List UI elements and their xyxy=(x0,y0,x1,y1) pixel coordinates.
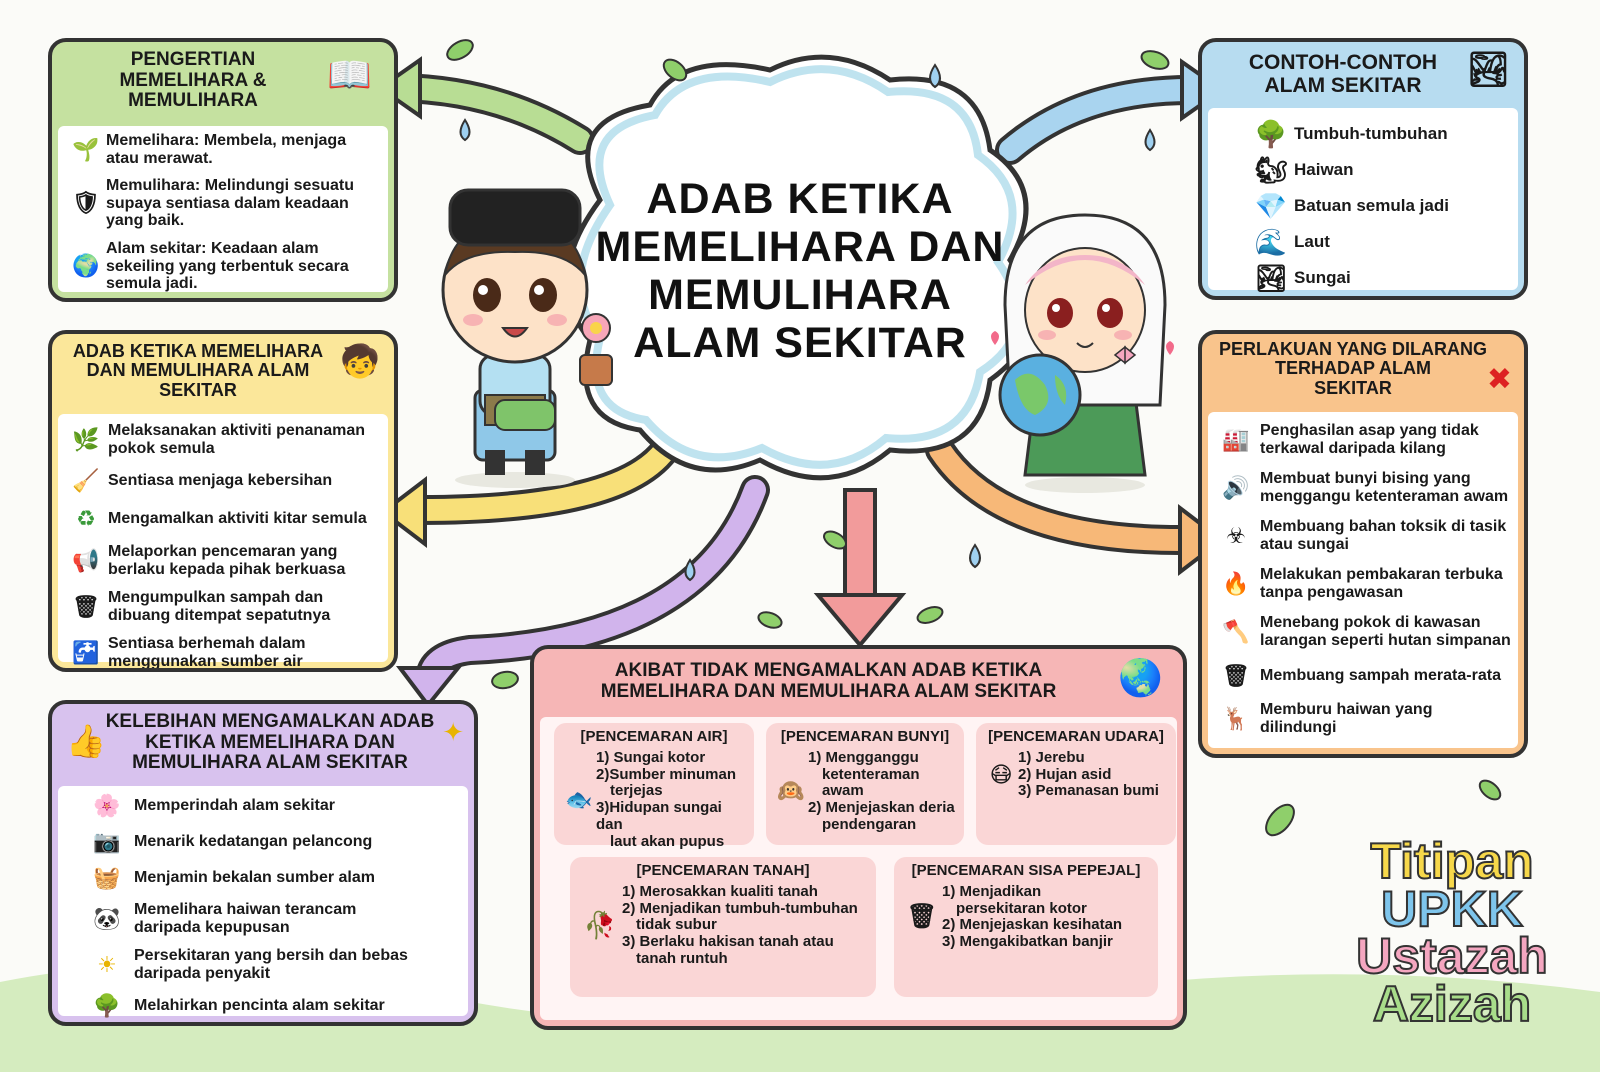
tree-icon: 🌳 xyxy=(1254,118,1288,149)
contoh-title: CONTOH-CONTOH ALAM SEKITAR 🏞 xyxy=(1248,51,1510,97)
akibat-box xyxy=(530,645,1187,1030)
pencemaran-bunyi: [PENCEMARAN BUNYI] 🙉 1) Mengganggu ketenteraman awam 2) Menjejaskan deria pendengaran xyxy=(766,723,964,845)
recycle-icon: ♻ xyxy=(76,505,96,531)
kelebihan-box xyxy=(48,700,478,1026)
crystal-icon: 💎 xyxy=(1254,190,1288,221)
pencemaran-udara: [PENCEMARAN UDARA] 😷 1) Jerebu 2) Hujan asid 3) Pemanasan bumi xyxy=(976,723,1176,845)
kelebihan-title: KELEBIHAN MENGAMALKAN ADAB KETIKA MEMELIHARA DAN MEMULIHARA ALAM SEKITAR 👍 ✦ xyxy=(66,711,464,774)
list-item: 🪓 Menebang pokok di kawasan larangan seperti hutan simpanan xyxy=(1212,608,1514,656)
list-item: 🗑 Mengumpulkan sampah dan dibuang ditempat sepatutnya xyxy=(64,584,382,630)
trash-bin-icon: 🗑 xyxy=(72,593,100,619)
book-icon: 📖 xyxy=(327,54,372,95)
fire-icon: 🔥 xyxy=(1222,570,1250,596)
broom-icon: 🧹 xyxy=(72,467,100,493)
sea-icon: 🌊 xyxy=(1254,226,1288,257)
list-item: 🚰 Sentiasa berhemah dalam menggunakan sumber air xyxy=(64,630,382,672)
garbage-icon: 🗑 xyxy=(1222,662,1250,688)
basket-icon: 🧺 xyxy=(93,864,121,890)
toxic-barrel-icon: ☣ xyxy=(1226,522,1246,548)
center-title: ADAB KETIKA MEMELIHARA DAN MEMULIHARA ALAM SEKITAR xyxy=(595,175,1005,368)
waste-pile-icon: 🗑 xyxy=(906,902,938,930)
list-item: 🐼 Memelihara haiwan terancam daripada kepupusan xyxy=(80,896,446,942)
flower-icon: 🌸 xyxy=(93,792,121,818)
list-item: 🌸 Memperindah alam sekitar xyxy=(80,788,446,824)
list-item: 🌱 Memelihara: Membela, menjaga atau merawat. xyxy=(66,132,380,167)
girl-illustration xyxy=(985,195,1185,495)
list-item: ☀ Persekitaran yang bersih dan bebas daripada penyakit xyxy=(80,942,446,988)
hand-plant-icon: 🌱 xyxy=(72,136,100,162)
list-item: 🌳 Tumbuh-tumbuhan xyxy=(1248,116,1478,152)
list-item: 🦌 Memburu haiwan yang dilindungi xyxy=(1212,696,1514,742)
pengertian-title: PENGERTIAN MEMELIHARA & MEMULIHARA 📖 xyxy=(119,49,372,112)
brand-logo: Titipan UPKK Ustazah Azizah xyxy=(1356,833,1548,1032)
list-item: 🧹 Sentiasa menjaga kebersihan xyxy=(64,462,382,500)
megaphone-icon: 📢 xyxy=(72,547,100,573)
list-item: ☣ Membuang bahan toksik di tasik atau sungai xyxy=(1212,512,1514,560)
list-item: 🐿 Haiwan xyxy=(1248,152,1478,188)
list-item: 🌳 Melahirkan pencinta alam sekitar xyxy=(80,988,446,1024)
list-item: 🌿 Melaksanakan aktiviti penanaman pokok semula xyxy=(64,418,382,462)
coughing-child-icon: 😷 xyxy=(989,761,1013,787)
list-item: 🏞 Sungai xyxy=(1248,260,1478,296)
hunter-icon: 🦌 xyxy=(1222,705,1250,731)
list-item: ♻ Mengamalkan aktiviti kitar semula xyxy=(64,500,382,538)
list-item: 🏭 Penghasilan asap yang tidak terkawal daripada kilang xyxy=(1212,416,1514,464)
list-item: 📢 Melaporkan pencemaran yang berlaku kepada pihak berkuasa xyxy=(64,538,382,584)
child-planting-icon: 🧒 xyxy=(340,343,380,379)
camera-icon: 📷 xyxy=(93,828,121,854)
covering-ears-icon: 🙉 xyxy=(777,778,805,804)
list-item: 💎 Batuan semula jadi xyxy=(1248,188,1478,224)
list-item: 🗑 Membuang sampah merata-rata xyxy=(1212,656,1514,696)
panda-icon: 🐼 xyxy=(93,905,121,931)
list-item: 🌊 Laut xyxy=(1248,224,1478,260)
list-item: 🌍 Alam sekitar: Keadaan alam sekeiling yang terbentuk secara semula jadi. xyxy=(66,240,380,293)
polluted-water-icon: 🐟 xyxy=(565,786,593,812)
perlakuan-title: PERLAKUAN YANG DILARANG TERHADAP ALAM SEKITAR ✖ xyxy=(1218,339,1512,398)
adab-box xyxy=(48,330,398,672)
nature-lover-icon: 🌳 xyxy=(93,992,121,1018)
adab-title: ADAB KETIKA MEMELIHARA DAN MEMULIHARA ALAM SEKITAR 🧒 xyxy=(72,341,380,400)
planting-icon: 🌿 xyxy=(72,426,100,452)
thumbs-up-icon: 👍 xyxy=(66,723,106,759)
shield-heart-icon: 🛡 xyxy=(72,190,100,216)
pengertian-box xyxy=(48,38,398,302)
dry-soil-icon: 🥀 xyxy=(583,910,617,941)
list-item: 🔥 Melakukan pembakaran terbuka tanpa pengawasan xyxy=(1212,560,1514,608)
list-item: 📷 Menarik kedatangan pelancong xyxy=(80,824,446,860)
logging-icon: 🪓 xyxy=(1222,618,1250,644)
pencemaran-sisa-pepejal: [PENCEMARAN SISA PEPEJAL] 🗑 1) Menjadikan persekitaran kotor 2) Menjejaskan kesihatan 3) Mengakibatkan banjir xyxy=(894,857,1158,997)
factory-icon: 🏭 xyxy=(1222,426,1250,452)
squirrel-icon: 🐿 xyxy=(1254,154,1288,185)
list-item: 🔊 Membuat bunyi bising yang menggangu ketenteraman awam xyxy=(1212,464,1514,512)
landscape-icon: 🏞 xyxy=(1466,51,1510,89)
contoh-box xyxy=(1198,38,1528,300)
akibat-title: AKIBAT TIDAK MENGAMALKAN ADAB KETIKA MEMELIHARA DAN MEMULIHARA ALAM SEKITAR 🌏 xyxy=(600,657,1163,702)
sun-tree-icon: ☀ xyxy=(97,951,117,977)
sparkle-icon: ✦ xyxy=(442,717,464,747)
earth-icon: 🌍 xyxy=(72,253,100,279)
list-item: 🛡 Memulihara: Melindungi sesuatu supaya sentiasa dalam keadaan yang baik. xyxy=(66,177,380,230)
speaker-icon: 🔊 xyxy=(1222,474,1250,500)
pencemaran-air: [PENCEMARAN AIR] 🐟 1) Sungai kotor 2)Sumber minuman terjejas 3)Hidupan sungai dan laut akan pupus xyxy=(554,723,754,845)
list-item: 🧺 Menjamin bekalan sumber alam xyxy=(80,860,446,896)
boy-illustration xyxy=(415,180,625,490)
river-icon: 🏞 xyxy=(1254,262,1288,293)
perlakuan-box xyxy=(1198,330,1528,758)
pencemaran-tanah: [PENCEMARAN TANAH] 🥀 1) Merosakkan kualiti tanah 2) Menjadikan tumbuh-tumbuhan tidak subur 3) Berlaku hakisan tanah atau tanah runtuh xyxy=(570,857,876,997)
water-tap-icon: 🚰 xyxy=(72,639,100,665)
no-factory-icon: ✖ xyxy=(1486,363,1512,396)
sad-earth-icon: 🌏 xyxy=(1118,657,1163,698)
